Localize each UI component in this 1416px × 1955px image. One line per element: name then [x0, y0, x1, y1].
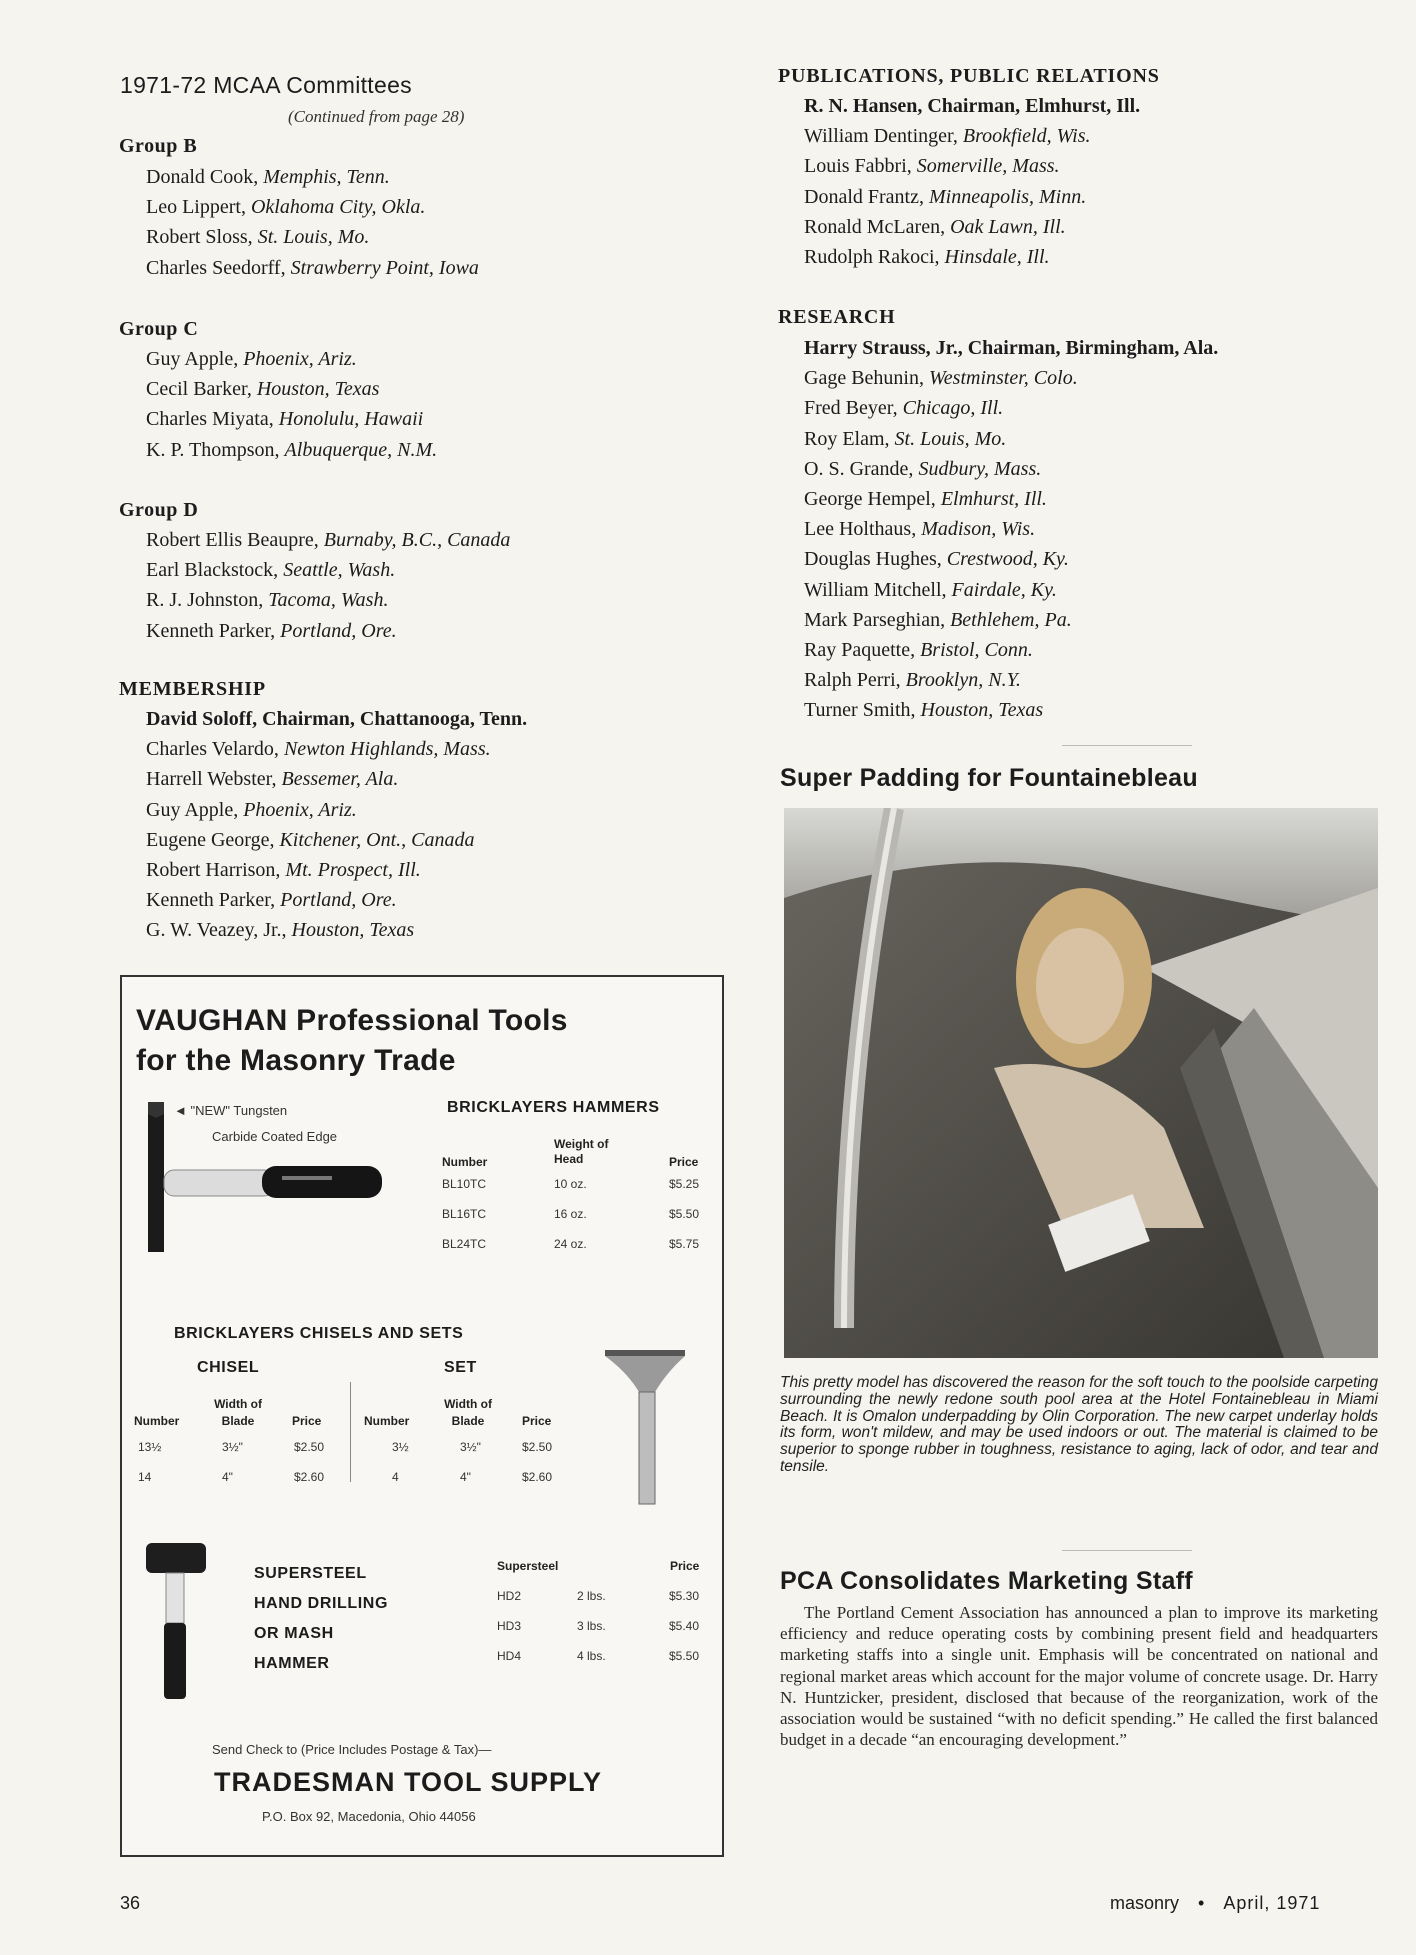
mash-hammer-icon: [144, 1537, 214, 1707]
pool-photo-image: [784, 808, 1378, 1358]
membership-title: MEMBERSHIP: [119, 678, 266, 700]
set-label: SET: [444, 1359, 477, 1376]
divider: [1062, 745, 1192, 746]
new-note-line2: Carbide Coated Edge: [212, 1129, 338, 1144]
publications-title: PUBLICATIONS, PUBLIC RELATIONS: [778, 65, 1160, 87]
table-cell: 3 lbs.: [577, 1619, 606, 1633]
list-item: Guy Apple, Phoenix, Ariz.: [146, 798, 357, 821]
chairman: R. N. Hansen, Chairman, Elmhurst, Ill.: [804, 95, 1141, 117]
table-cell: BL24TC: [442, 1237, 487, 1251]
set-col-number: Number: [364, 1414, 410, 1428]
list-item: Ronald McLaren, Oak Lawn, Ill.: [804, 215, 1066, 238]
supersteel-price-col: Price: [670, 1559, 700, 1573]
hammers-title: BRICKLAYERS HAMMERS: [447, 1099, 660, 1116]
chisel-label: CHISEL: [197, 1359, 260, 1376]
table-cell: 4: [392, 1470, 399, 1484]
list-item: Rudolph Rakoci, Hinsdale, Ill.: [804, 246, 1050, 269]
hammers-col-price: Price: [669, 1155, 699, 1169]
pool-photo: [784, 808, 1378, 1358]
page-number: 36: [120, 1893, 141, 1913]
table-cell: 14: [138, 1470, 152, 1484]
table-cell: HD4: [497, 1649, 522, 1663]
vaughan-ad: [120, 975, 724, 1857]
chisel-col-width: Width of Blade: [214, 1397, 262, 1428]
list-item: Louis Fabbri, Somerville, Mass.: [804, 155, 1060, 178]
supersteel-name: [254, 1559, 388, 1679]
list-item: Donald Frantz, Minneapolis, Minn.: [804, 185, 1087, 208]
list-item: Charles Miyata, Honolulu, Hawaii: [146, 408, 424, 431]
group-b-list: [146, 162, 479, 283]
list-item: Mark Parseghian, Bethlehem, Pa.: [804, 608, 1072, 631]
send-check-note: Send Check to (Price Includes Postage & Tax)—: [212, 1742, 492, 1757]
set-col-width: Width of Blade: [444, 1397, 492, 1428]
research-list: [804, 333, 1218, 726]
supersteel-col: Supersteel: [497, 1559, 559, 1573]
chairman: David Soloff, Chairman, Chattanooga, Tenn.: [146, 708, 528, 730]
chisels-title: BRICKLAYERS CHISELS AND SETS: [174, 1325, 464, 1342]
issue-date: April, 1971: [1223, 1893, 1321, 1913]
footer-masthead: [1110, 1893, 1320, 1914]
table-cell: $5.25: [669, 1177, 700, 1191]
table-cell: 4 lbs.: [577, 1649, 606, 1663]
list-item: Cecil Barker, Houston, Texas: [146, 378, 380, 401]
continued-note: (Continued from page 28): [288, 107, 465, 126]
table-cell: BL16TC: [442, 1207, 487, 1221]
table-cell: $2.60: [294, 1470, 325, 1484]
chairman: Harry Strauss, Jr., Chairman, Birmingham, Ala.: [804, 337, 1219, 359]
hammers-col-weight: Weight of Head: [554, 1137, 609, 1166]
list-item: Robert Harrison, Mt. Prospect, Ill.: [146, 859, 421, 882]
table-cell: HD2: [497, 1589, 522, 1603]
chisel-col-price: Price: [292, 1414, 322, 1428]
table-cell: $2.60: [522, 1470, 553, 1484]
list-item: Fred Beyer, Chicago, Ill.: [804, 397, 1004, 420]
publications-list: [804, 91, 1140, 272]
divider: [1062, 1550, 1192, 1551]
table-cell: 3½": [222, 1440, 243, 1454]
membership-list: [146, 704, 527, 946]
group-c-list: [146, 344, 437, 465]
group-c-title: Group C: [119, 318, 199, 340]
list-item: William Dentinger, Brookfield, Wis.: [804, 125, 1091, 148]
table-cell: 4": [460, 1470, 471, 1484]
list-item: Kenneth Parker, Portland, Ore.: [146, 619, 397, 642]
table-cell: 24 oz.: [554, 1237, 587, 1251]
list-item: Turner Smith, Houston, Texas: [804, 699, 1044, 722]
supersteel-line: SUPERSTEEL: [254, 1565, 367, 1582]
group-d-title: Group D: [119, 499, 199, 521]
ad-title-line1: VAUGHAN Professional Tools: [136, 1004, 568, 1037]
article-title: PCA Consolidates Marketing Staff: [780, 1567, 1193, 1595]
research-title: RESEARCH: [778, 306, 896, 328]
table-cell: 10 oz.: [554, 1177, 587, 1191]
list-item: R. J. Johnston, Tacoma, Wash.: [146, 589, 389, 612]
new-note-line1: ◄ "NEW" Tungsten: [174, 1103, 288, 1118]
list-item: Eugene George, Kitchener, Ont., Canada: [146, 828, 475, 851]
table-cell: 2 lbs.: [577, 1589, 606, 1603]
table-cell: 16 oz.: [554, 1207, 587, 1221]
list-item: Donald Cook, Memphis, Tenn.: [146, 166, 390, 188]
committees-heading: 1971-72 MCAA Committees: [120, 72, 412, 98]
table-cell: $2.50: [522, 1440, 553, 1454]
list-item: Leo Lippert, Oklahoma City, Okla.: [146, 196, 426, 219]
table-cell: 4": [222, 1470, 233, 1484]
list-item: Gage Behunin, Westminster, Colo.: [804, 367, 1078, 390]
table-cell: 3½": [460, 1440, 481, 1454]
list-item: G. W. Veazey, Jr., Houston, Texas: [146, 919, 415, 942]
ad-title-line2: for the Masonry Trade: [136, 1044, 456, 1077]
list-item: George Hempel, Elmhurst, Ill.: [804, 488, 1047, 511]
list-item: Guy Apple, Phoenix, Ariz.: [146, 348, 357, 370]
list-item: K. P. Thompson, Albuquerque, N.M.: [146, 438, 438, 461]
list-item: Ray Paquette, Bristol, Conn.: [804, 639, 1033, 662]
company-name: TRADESMAN TOOL SUPPLY: [214, 1767, 603, 1797]
list-item: Charles Velardo, Newton Highlands, Mass.: [146, 738, 491, 761]
chisel-icon: [597, 1332, 697, 1512]
list-item: Robert Ellis Beaupre, Burnaby, B.C., Canada: [146, 529, 511, 551]
table-cell: $5.50: [669, 1207, 700, 1221]
table-cell: BL10TC: [442, 1177, 487, 1191]
chisel-col-number: Number: [134, 1414, 180, 1428]
list-item: Harrell Webster, Bessemer, Ala.: [146, 768, 399, 791]
hammers-col-number: Number: [442, 1155, 488, 1169]
list-item: Ralph Perri, Brooklyn, N.Y.: [804, 669, 1021, 692]
feature-title: Super Padding for Fountainebleau: [780, 764, 1198, 792]
list-item: Charles Seedorff, Strawberry Point, Iowa: [146, 256, 479, 279]
table-divider: [350, 1382, 351, 1482]
table-cell: $5.40: [669, 1619, 700, 1633]
magazine-name: masonry: [1110, 1893, 1180, 1913]
list-item: Douglas Hughes, Crestwood, Ky.: [804, 548, 1069, 571]
footer-bullet: •: [1198, 1893, 1205, 1913]
list-item: Robert Sloss, St. Louis, Mo.: [146, 226, 370, 249]
list-item: William Mitchell, Fairdale, Ky.: [804, 578, 1057, 601]
table-cell: $5.30: [669, 1589, 700, 1603]
list-item: Earl Blackstock, Seattle, Wash.: [146, 559, 396, 582]
list-item: O. S. Grande, Sudbury, Mass.: [804, 457, 1042, 480]
article-body: The Portland Cement Association has announced a plan to improve its marketing efficiency and reduce operating costs by combining present field and headquarters marketing staffs into a single unit. Emphasis will be concentrated on national and regional market areas which account for the major volume of concrete usage. Dr. Harry N. Huntzicker, president, disclosed that because of the reorganization, work of the association would be sustained “with no deficit spending.” He called the first balanced budget in a decade “an encouraging development.”: [780, 1603, 1378, 1750]
table-cell: $2.50: [294, 1440, 325, 1454]
supersteel-line: HAND DRILLING: [254, 1595, 389, 1612]
set-col-price: Price: [522, 1414, 552, 1428]
supersteel-line: HAMMER: [254, 1655, 330, 1672]
list-item: Kenneth Parker, Portland, Ore.: [146, 889, 397, 912]
list-item: Lee Holthaus, Madison, Wis.: [804, 518, 1036, 541]
table-cell: 3½: [392, 1440, 409, 1454]
group-b-title: Group B: [119, 135, 198, 157]
bricklayer-hammer-icon: [142, 1102, 402, 1262]
table-cell: $5.75: [669, 1237, 700, 1251]
company-address: P.O. Box 92, Macedonia, Ohio 44056: [262, 1809, 476, 1824]
table-cell: HD3: [497, 1619, 522, 1633]
table-cell: 13½: [138, 1440, 162, 1454]
list-item: Roy Elam, St. Louis, Mo.: [804, 427, 1007, 450]
table-cell: $5.50: [669, 1649, 700, 1663]
group-d-list: [146, 525, 510, 646]
photo-caption: This pretty model has discovered the reason for the soft touch to the poolside carpeting surrounding the newly redone south pool area at the Hotel Fontainebleau in Miami Beach. It is Omalon underpadding by Olin Corporation. The new carpet underlay holds its form, won't mildew, and may be used indoors or out. The material is claimed to be superior to sponge rubber in toughness, resistance to aging, lack of odor, and tear and tensile.: [780, 1374, 1378, 1475]
supersteel-line: OR MASH: [254, 1625, 334, 1642]
